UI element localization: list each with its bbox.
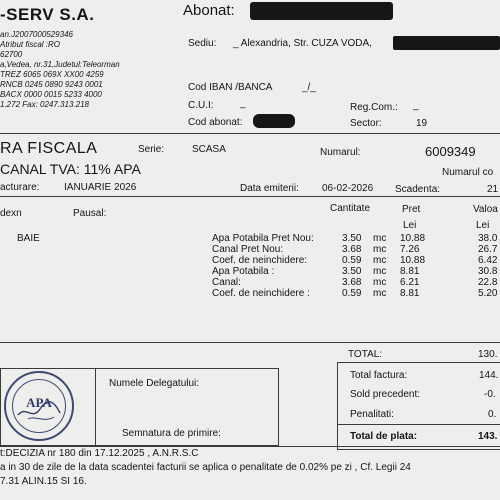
abonat-name-redacted <box>250 2 393 20</box>
col-pausal: Pausal: <box>73 208 107 219</box>
total-value: 130. <box>478 349 498 360</box>
plata-divider <box>337 424 500 425</box>
total-factura-value: 144. <box>479 370 499 381</box>
company-detail-line: 1.272 Fax: 0247.313.218 <box>0 100 89 109</box>
row-description: Canal Pret Nou: <box>212 244 284 255</box>
col-valoare: Valoa <box>473 204 498 215</box>
footer-line-3: 7.31 ALIN.15 SI 16. <box>0 476 87 487</box>
iban-label: Cod IBAN /BANCA <box>188 82 273 93</box>
cod-abonat-redacted <box>253 114 295 128</box>
col-valoare-unit: Lei <box>476 220 490 231</box>
emiterii-label: Data emiterii: <box>240 183 299 194</box>
total-plata-label: Total de plata: <box>350 431 418 442</box>
col-pret-unit: Lei <box>403 220 417 231</box>
row-description: Coef. de neinchidere: <box>212 255 308 266</box>
row-price: 6.21 <box>400 277 420 288</box>
sediu-label: Sediu: <box>188 38 217 49</box>
company-detail-line: RNCB 0245 0890 9243 0001 <box>0 80 103 89</box>
col-cantitate: Cantitate <box>330 203 371 214</box>
col-indexn: dexn <box>0 208 22 219</box>
row-quantity: 0.59 <box>342 288 362 299</box>
totals-top-divider <box>0 342 500 343</box>
signature-label: Semnatura de primire: <box>122 428 221 439</box>
company-detail-line: TREZ 6065 069X XX00 4259 <box>0 70 104 79</box>
table-top-divider <box>0 196 500 197</box>
row-price: 10.88 <box>400 233 426 244</box>
company-name: -SERV S.A. <box>0 5 95 24</box>
row-description: Coef. de neinchidere : <box>212 288 310 299</box>
luna-value: IANUARIE 2026 <box>64 182 137 193</box>
header-divider <box>0 133 500 134</box>
sector-value: 19 <box>416 118 428 129</box>
delegate-name-label: Numele Delegatului: <box>109 378 200 389</box>
footer-line-2: a in 30 de zile de la data scadentei facturii se aplica o penalitate de 0.02% pe zi , Cf. Legii 24 <box>0 462 411 473</box>
row-price: 8.81 <box>400 266 420 277</box>
row-price: 8.81 <box>400 288 420 299</box>
row-unit: mc <box>373 288 387 299</box>
company-detail-line: a,Vedea, nr.31,Judetul:Teleorman <box>0 60 120 69</box>
row-value: 30.8 <box>478 266 498 277</box>
tva-line: CANAL TVA: 11% APA <box>0 161 141 177</box>
col-pret: Pret <box>402 204 421 215</box>
sector-label: Sector: <box>350 118 382 129</box>
company-detail-line: 62700 <box>0 50 23 59</box>
company-detail-line: Atribut fiscal :RO <box>0 40 61 49</box>
row-unit: mc <box>373 255 387 266</box>
row-quantity: 3.50 <box>342 266 362 277</box>
row-value: 6.42 <box>478 255 498 266</box>
iban-value: _/_ <box>302 82 316 93</box>
total-factura-label: Total factura: <box>350 370 408 381</box>
row-unit: mc <box>373 244 387 255</box>
company-detail-line: an.J2007000529346 <box>0 30 73 39</box>
row-value: 26.7 <box>478 244 498 255</box>
row-quantity: 3.68 <box>342 244 362 255</box>
cui-label: C.U.I: <box>188 100 214 111</box>
stamp-signature <box>4 371 74 441</box>
company-detail-line: BACX 0000 0015 5233 4000 <box>0 90 102 99</box>
row-quantity: 3.50 <box>342 233 362 244</box>
address-redacted <box>393 36 500 50</box>
total-label: TOTAL: <box>348 349 383 360</box>
sediu-value: _ Alexandria, Str. CUZA VODA, <box>233 38 372 49</box>
row-value: 5.20 <box>478 288 498 299</box>
reg-com-label: Reg.Com.: <box>350 102 398 113</box>
cui-value: _ <box>240 98 246 109</box>
row-quantity: 0.59 <box>342 255 362 266</box>
sold-precedent-value: -0. <box>484 389 496 400</box>
abonat-label: Abonat: <box>183 2 235 19</box>
row-description: Canal: <box>212 277 241 288</box>
row-price: 10.88 <box>400 255 426 266</box>
row-description: Apa Potabila Pret Nou: <box>212 233 314 244</box>
cod-abonat-label: Cod abonat: <box>188 117 243 128</box>
reg-com-value: _ <box>413 100 419 111</box>
stamp-divider <box>95 368 96 445</box>
numarul-co-label: Numarul co <box>442 167 494 178</box>
row-value: 22.8 <box>478 277 498 288</box>
scadenta-value: 21 <box>487 184 499 195</box>
penalitati-label: Penalitati: <box>350 409 394 420</box>
footer-divider <box>0 446 500 447</box>
serie-label: Serie: <box>138 144 165 155</box>
numarul-label: Numarul: <box>320 147 361 158</box>
company-details <box>0 30 120 110</box>
company-stamp <box>4 371 74 441</box>
scadenta-label: Scadenta: <box>395 184 441 195</box>
luna-label: acturare: <box>0 182 40 193</box>
penalitati-value: 0. <box>488 409 497 420</box>
stamp-text: APA <box>26 395 52 410</box>
location-label: BAIE <box>17 233 40 244</box>
invoice-number: 6009349 <box>425 144 476 159</box>
row-unit: mc <box>373 233 387 244</box>
footer-line-1: t:DECIZIA nr 180 din 17.12.2025 , A.N.R.S.C <box>0 448 199 459</box>
row-price: 7.26 <box>400 244 420 255</box>
serie-value: SCASA <box>192 144 226 155</box>
row-unit: mc <box>373 266 387 277</box>
total-plata-value: 143. <box>478 431 498 442</box>
invoice-title: RA FISCALA <box>0 140 98 157</box>
sold-precedent-label: Sold precedent: <box>350 389 421 400</box>
row-quantity: 3.68 <box>342 277 362 288</box>
row-description: Apa Potabila : <box>212 266 275 277</box>
table-row <box>0 288 500 300</box>
emiterii-value: 06-02-2026 <box>322 183 374 194</box>
row-value: 38.0 <box>478 233 498 244</box>
row-unit: mc <box>373 277 387 288</box>
